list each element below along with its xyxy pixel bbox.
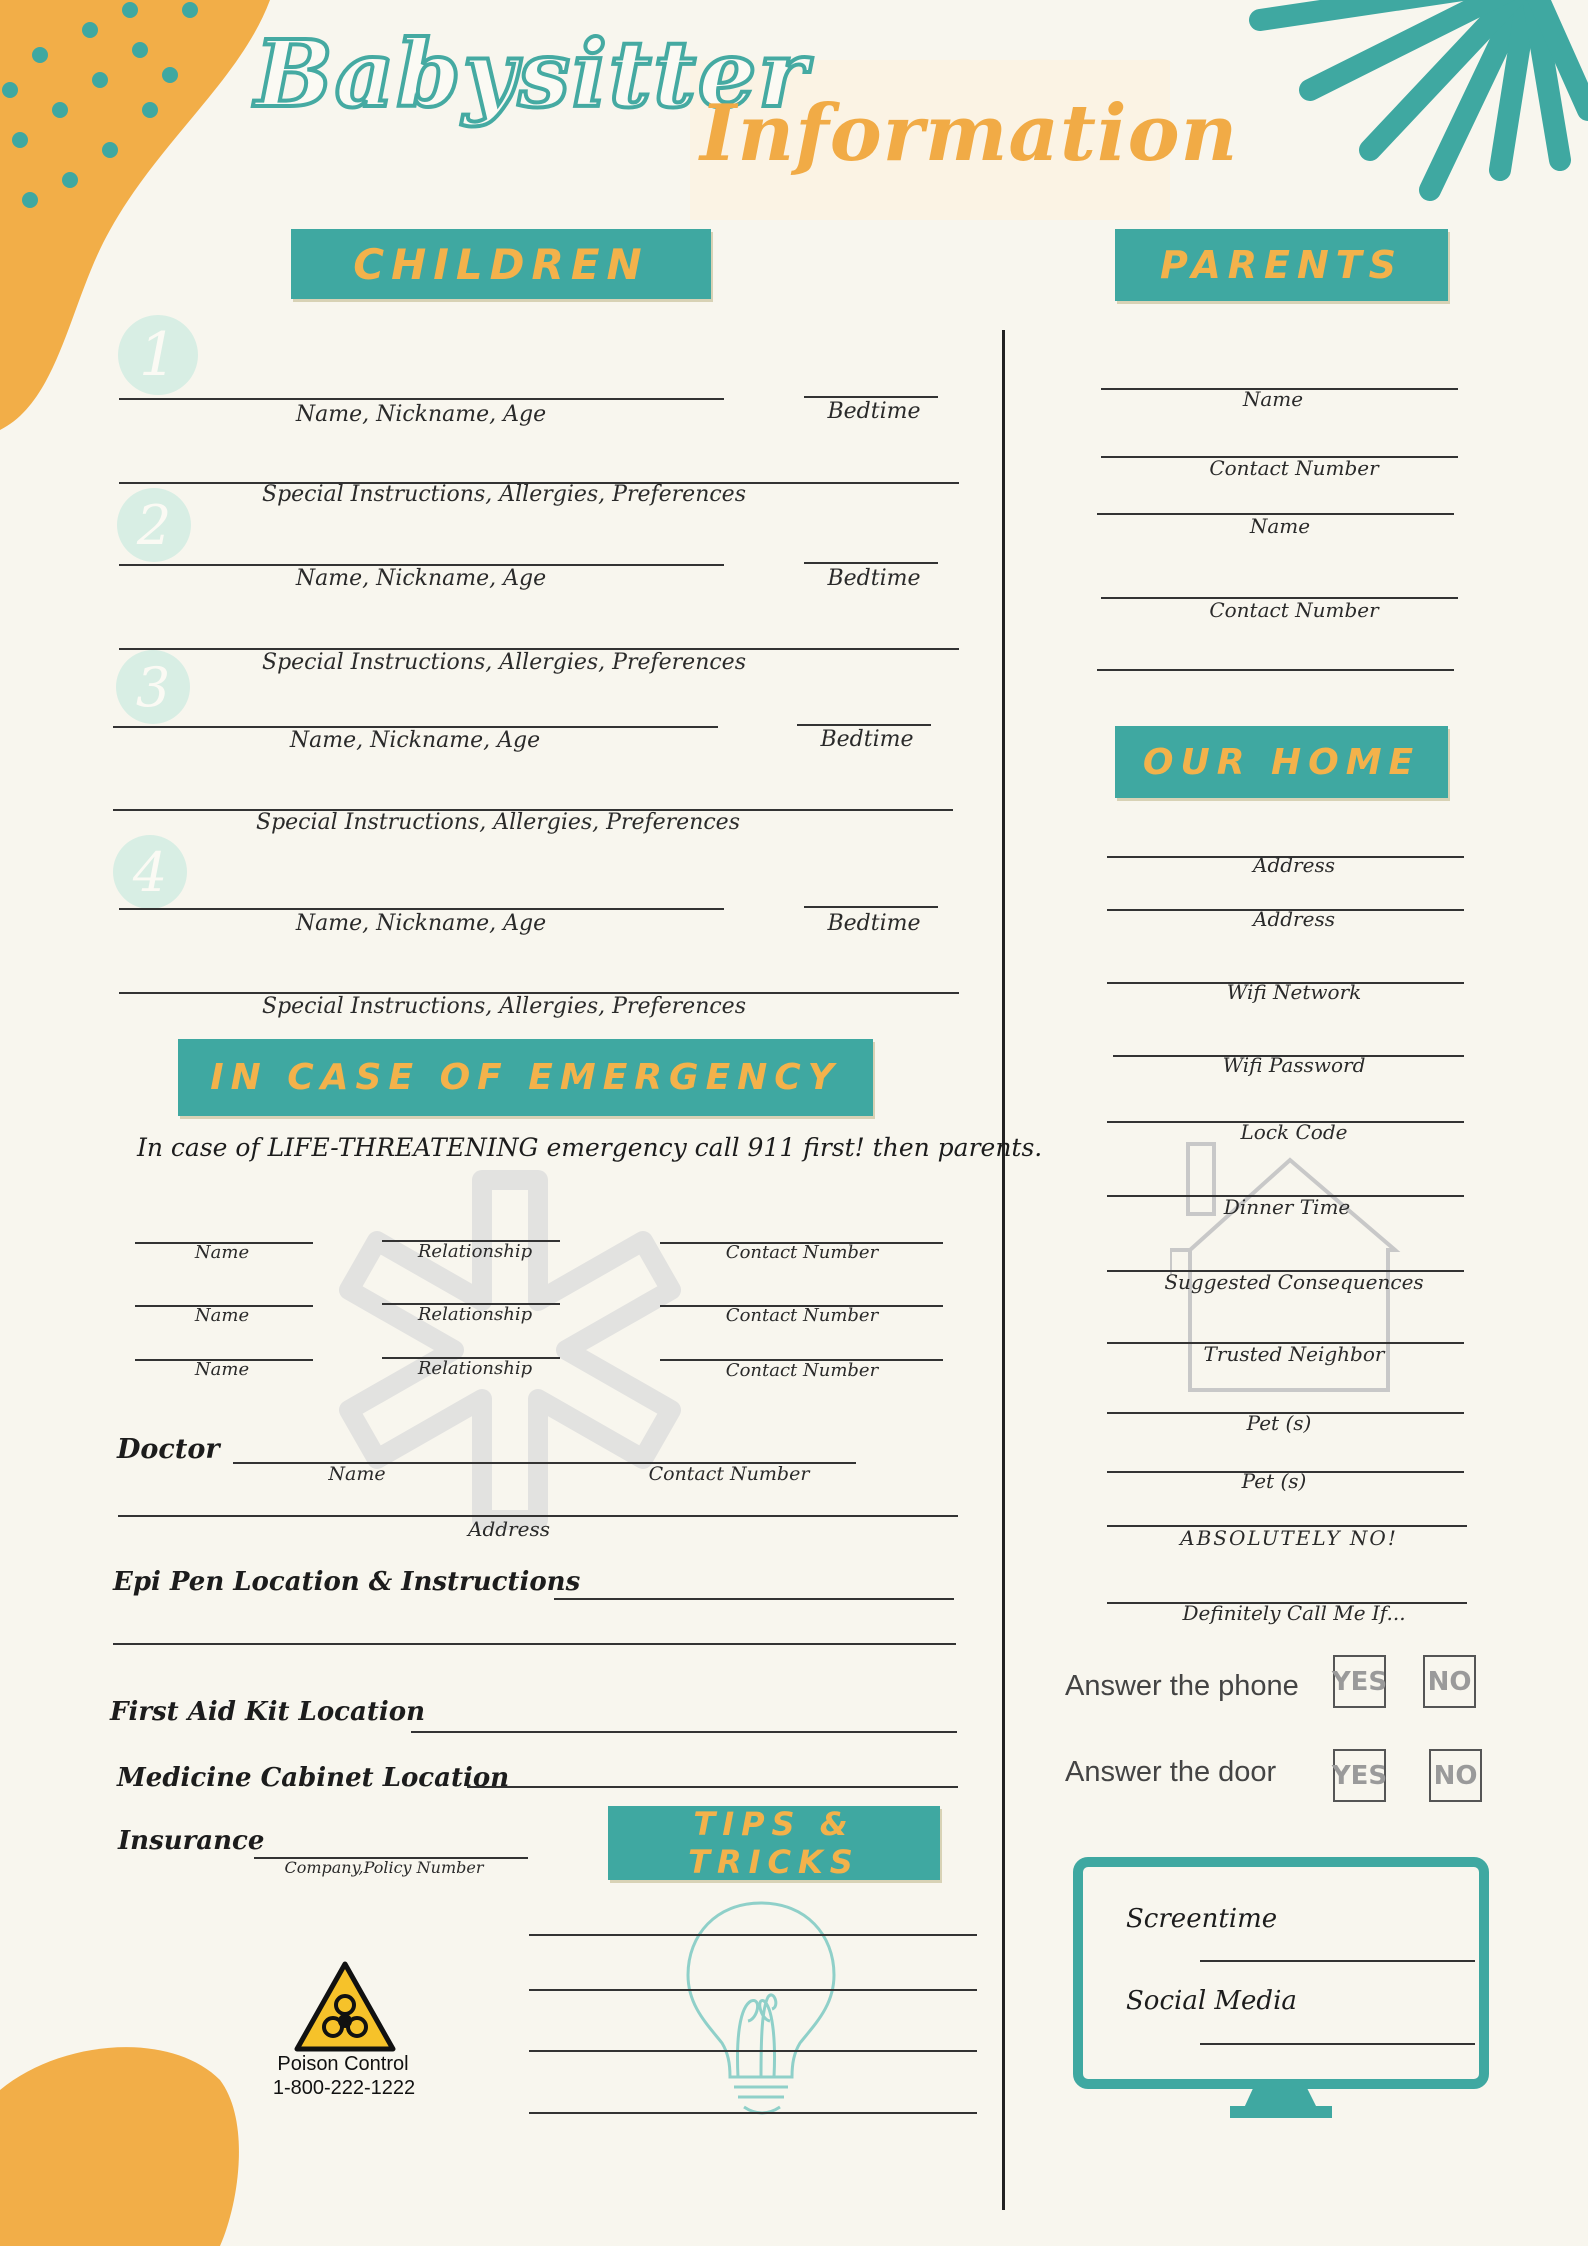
medicine-cabinet-line[interactable] <box>467 1786 958 1788</box>
child-number-1: 1 <box>118 315 198 395</box>
parent2-name-label: Name <box>1249 514 1311 538</box>
social-media-label: Social Media <box>1126 1986 1297 2016</box>
child4-name-line[interactable] <box>119 908 724 910</box>
first-aid-line[interactable] <box>411 1731 957 1733</box>
home-pet1-label: Pet (s) <box>1246 1411 1312 1435</box>
home-wifi-network-label: Wifi Network <box>1226 980 1362 1004</box>
child3-special-label: Special Instructions, Allergies, Preferences <box>256 810 740 835</box>
answer-door-no-box[interactable]: NO <box>1429 1749 1482 1802</box>
parents-banner: PARENTS <box>1115 229 1448 301</box>
home-neighbor-label: Trusted Neighbor <box>1203 1342 1385 1366</box>
parent2-contact-label: Contact Number <box>1209 598 1379 622</box>
children-banner: CHILDREN <box>291 229 711 299</box>
answer-phone-no-box[interactable]: NO <box>1423 1655 1476 1708</box>
our-home-banner: OUR HOME <box>1115 726 1448 798</box>
parent1-name-label: Name <box>1242 387 1304 411</box>
epi-pen-label: Epi Pen Location & Instructions <box>113 1567 581 1597</box>
doctor-name-label: Name <box>328 1463 386 1485</box>
ice1-relationship-label: Relationship <box>417 1241 533 1262</box>
screentime-label: Screentime <box>1126 1904 1278 1934</box>
home-wifi-password-label: Wifi Password <box>1222 1053 1366 1077</box>
screentime-line[interactable] <box>1200 1960 1475 1962</box>
tips-banner: TIPS & TRICKS <box>608 1806 940 1880</box>
tips-line-3[interactable] <box>529 2050 977 2052</box>
poison-control-label: Poison Control <box>277 2053 409 2075</box>
home-call-me-label: Definitely Call Me If... <box>1182 1601 1406 1625</box>
title-information: Information <box>700 88 1239 179</box>
parent-extra-line[interactable] <box>1097 669 1454 671</box>
child1-bedtime-label: Bedtime <box>827 399 921 424</box>
ice3-relationship-label: Relationship <box>417 1358 533 1379</box>
answer-door-label: Answer the door <box>1065 1756 1277 1788</box>
social-media-line[interactable] <box>1200 2043 1475 2045</box>
child2-bedtime-label: Bedtime <box>827 566 921 591</box>
child-number-2: 2 <box>117 488 191 562</box>
child4-bedtime-label: Bedtime <box>827 911 921 936</box>
home-dinner-time-label: Dinner Time <box>1223 1195 1351 1219</box>
column-divider <box>1002 330 1005 2210</box>
insurance-sub-label: Company,Policy Number <box>284 1858 484 1877</box>
home-lock-code-label: Lock Code <box>1240 1120 1348 1144</box>
insurance-label: Insurance <box>118 1826 265 1856</box>
ice2-name-label: Name <box>194 1305 250 1326</box>
child4-special-label: Special Instructions, Allergies, Preferences <box>262 994 746 1019</box>
tips-line-2[interactable] <box>529 1989 977 1991</box>
emergency-banner: IN CASE OF EMERGENCY <box>178 1039 873 1116</box>
home-consequences-label: Suggested Consequences <box>1164 1270 1424 1294</box>
emergency-note: In case of LIFE-THREATENING emergency call 911 first! then parents. <box>137 1133 1043 1162</box>
ice3-contact-label: Contact Number <box>725 1360 879 1381</box>
tips-line-1[interactable] <box>529 1934 977 1936</box>
home-address2-label: Address <box>1253 907 1335 931</box>
biohazard-warning-icon <box>293 1961 397 2053</box>
orange-blob-bottom-left <box>0 2020 250 2246</box>
ice1-name-label: Name <box>194 1242 250 1263</box>
first-aid-label: First Aid Kit Location <box>110 1697 425 1727</box>
home-address1-label: Address <box>1253 853 1335 877</box>
doctor-label: Doctor <box>117 1434 220 1465</box>
child2-name-label: Name, Nickname, Age <box>295 566 547 591</box>
lightbulb-icon <box>676 1897 846 2117</box>
medicine-cabinet-label: Medicine Cabinet Location <box>117 1763 510 1793</box>
answer-phone-yes-box[interactable]: YES <box>1333 1655 1386 1708</box>
child3-name-label: Name, Nickname, Age <box>289 728 541 753</box>
child3-bedtime-line[interactable] <box>797 724 931 726</box>
doctor-contact-label: Contact Number <box>648 1463 810 1485</box>
doctor-address-label: Address <box>468 1517 550 1541</box>
epi-pen-line[interactable] <box>554 1598 954 1600</box>
child2-special-label: Special Instructions, Allergies, Preferences <box>262 650 746 675</box>
child1-special-label: Special Instructions, Allergies, Preferences <box>262 482 746 507</box>
child4-bedtime-line[interactable] <box>804 906 938 908</box>
child-number-3: 3 <box>116 650 190 724</box>
ice3-name-label: Name <box>194 1359 250 1380</box>
ice1-contact-label: Contact Number <box>725 1242 879 1263</box>
home-absolutely-no-label: ABSOLUTELY NO! <box>1180 1526 1398 1550</box>
child1-name-label: Name, Nickname, Age <box>295 402 547 427</box>
child2-bedtime-line[interactable] <box>804 562 938 564</box>
answer-phone-label: Answer the phone <box>1065 1670 1299 1702</box>
child-number-4: 4 <box>113 835 187 909</box>
ice2-contact-label: Contact Number <box>725 1305 879 1326</box>
ice2-relationship-label: Relationship <box>417 1304 533 1325</box>
child1-name-line[interactable] <box>119 398 724 400</box>
child3-bedtime-label: Bedtime <box>820 727 914 752</box>
child4-name-label: Name, Nickname, Age <box>295 911 547 936</box>
answer-door-yes-box[interactable]: YES <box>1333 1749 1386 1802</box>
parent1-contact-label: Contact Number <box>1209 456 1379 480</box>
home-pet2-label: Pet (s) <box>1241 1469 1307 1493</box>
child1-bedtime-line[interactable] <box>804 396 938 398</box>
palm-leaf-decoration <box>1200 0 1588 210</box>
tips-line-4[interactable] <box>529 2112 977 2114</box>
title-babysitter: Babysitter <box>255 20 809 128</box>
poison-control-number: 1-800-222-1222 <box>272 2077 416 2099</box>
epi-pen-line-2[interactable] <box>113 1643 956 1645</box>
